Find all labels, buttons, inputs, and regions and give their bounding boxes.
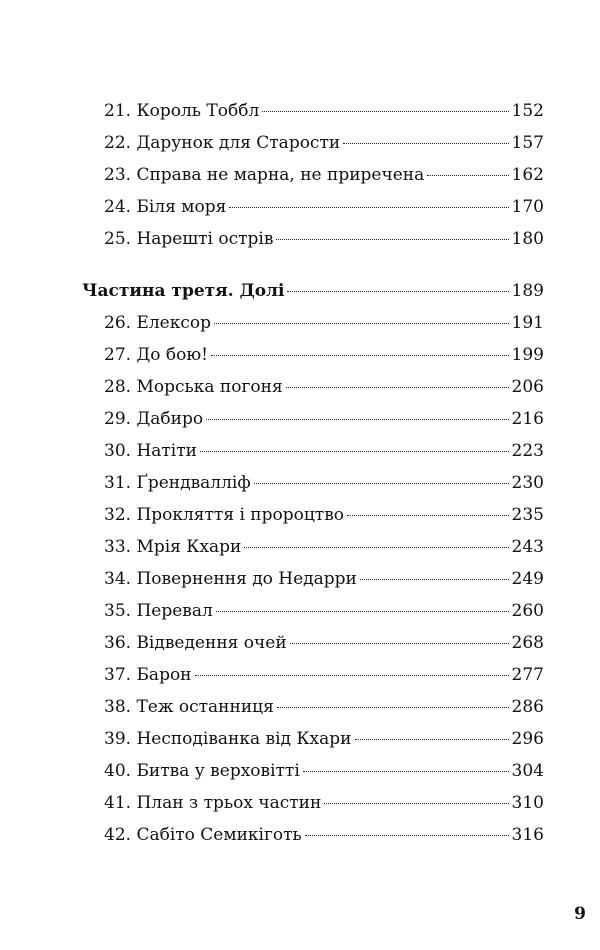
toc-entry (104, 499, 544, 531)
toc-entry-page: 304 (511, 761, 544, 781)
toc-entry (104, 531, 544, 563)
toc-leader-dots (287, 291, 508, 292)
toc-entry-page: 162 (511, 165, 544, 185)
toc-entry-page: 206 (511, 377, 544, 397)
toc-leader-dots (195, 675, 509, 676)
toc-entry-page: 180 (511, 229, 544, 249)
toc-entry-title: 31. Ґрендвалліф (104, 473, 251, 493)
toc-entry-page: 152 (511, 101, 544, 121)
toc-leader-dots (347, 515, 509, 516)
toc-entry (104, 819, 544, 851)
toc-leader-dots (244, 547, 508, 548)
toc-entry (104, 435, 544, 467)
toc-entry (104, 755, 544, 787)
toc-leader-dots (200, 451, 509, 452)
toc-entry-page: 191 (511, 313, 544, 333)
page-number: 9 (574, 904, 586, 924)
section-spacer (104, 255, 544, 275)
toc-entry (104, 595, 544, 627)
toc-entry-title: 35. Перевал (104, 601, 213, 621)
toc-leader-dots (343, 143, 508, 144)
toc-leader-dots (214, 323, 509, 324)
toc-entry-title: 28. Морська погоня (104, 377, 283, 397)
toc-entry-page: 235 (511, 505, 544, 525)
toc-leader-dots (262, 111, 508, 112)
toc-entry-title: 27. До бою! (104, 345, 209, 365)
toc-leader-dots (324, 803, 508, 804)
toc-leader-dots (254, 483, 509, 484)
toc-entry-title: 36. Відведення очей (104, 633, 287, 653)
toc-entry-page: 316 (511, 825, 544, 845)
toc-entry-title: 39. Несподіванка від Кхари (104, 729, 352, 749)
toc-entry-title: 42. Сабіто Семикіготь (104, 825, 302, 845)
toc-leader-dots (229, 207, 508, 208)
toc-entry-title: 40. Битва у верховітті (104, 761, 300, 781)
toc-entry (104, 223, 544, 255)
toc-leader-dots (276, 239, 508, 240)
toc-leader-dots (286, 387, 509, 388)
toc-entry-page: 249 (511, 569, 544, 589)
toc-entry (104, 787, 544, 819)
toc-entry-page: 216 (511, 409, 544, 429)
toc-entry (104, 159, 544, 191)
toc-entry (104, 371, 544, 403)
toc-leader-dots (427, 175, 508, 176)
toc-entry-page: 310 (511, 793, 544, 813)
toc-leader-dots (216, 611, 509, 612)
toc-entry-title: 25. Нарешті острів (104, 229, 274, 249)
toc-part-page: 189 (511, 281, 544, 301)
toc-entry-title: 21. Король Тоббл (104, 101, 260, 121)
toc-entry-title: 37. Барон (104, 665, 192, 685)
toc-part-heading (82, 275, 544, 307)
toc-entry (104, 307, 544, 339)
toc-entry-title: 29. Дабиро (104, 409, 204, 429)
toc-entry-page: 296 (511, 729, 544, 749)
toc-entry-page: 230 (511, 473, 544, 493)
toc-entry (104, 659, 544, 691)
toc-entry (104, 127, 544, 159)
toc-entry-title: 30. Натіти (104, 441, 197, 461)
toc-entry-title: 23. Справа не марна, не приречена (104, 165, 425, 185)
toc-entry-title: 34. Повернення до Недарри (104, 569, 357, 589)
toc-entry-title: 33. Мрія Кхари (104, 537, 242, 557)
toc-leader-dots (355, 739, 509, 740)
toc-entry-page: 170 (511, 197, 544, 217)
toc-leader-dots (277, 707, 509, 708)
toc-entry (104, 691, 544, 723)
toc-entry-title: 38. Теж останниця (104, 697, 274, 717)
toc-entry (104, 467, 544, 499)
toc-leader-dots (211, 355, 509, 356)
toc-entry-page: 223 (511, 441, 544, 461)
toc-leader-dots (360, 579, 509, 580)
toc-leader-dots (206, 419, 508, 420)
toc-entry-page: 157 (511, 133, 544, 153)
toc-entry (104, 627, 544, 659)
toc-entry-title: 32. Прокляття і пророцтво (104, 505, 345, 525)
toc-leader-dots (290, 643, 509, 644)
toc-entry-title: 41. План з трьох частин (104, 793, 322, 813)
toc-entry (104, 191, 544, 223)
toc-leader-dots (303, 771, 509, 772)
toc-entry (104, 723, 544, 755)
toc-entry-title: 24. Біля моря (104, 197, 227, 217)
toc-entry-page: 286 (511, 697, 544, 717)
toc-entry (104, 339, 544, 371)
toc-entry (104, 95, 544, 127)
toc-entry (104, 403, 544, 435)
toc-entry (104, 563, 544, 595)
toc-entry-title: 22. Дарунок для Старости (104, 133, 341, 153)
toc-entry-title: 26. Елексор (104, 313, 211, 333)
toc-entry-page: 277 (511, 665, 544, 685)
table-of-contents (82, 95, 544, 851)
toc-leader-dots (305, 835, 509, 836)
toc-entry-page: 268 (511, 633, 544, 653)
toc-part-title: Частина третя. Долі (82, 281, 285, 301)
toc-entry-page: 260 (511, 601, 544, 621)
toc-entry-page: 199 (511, 345, 544, 365)
toc-entry-page: 243 (511, 537, 544, 557)
